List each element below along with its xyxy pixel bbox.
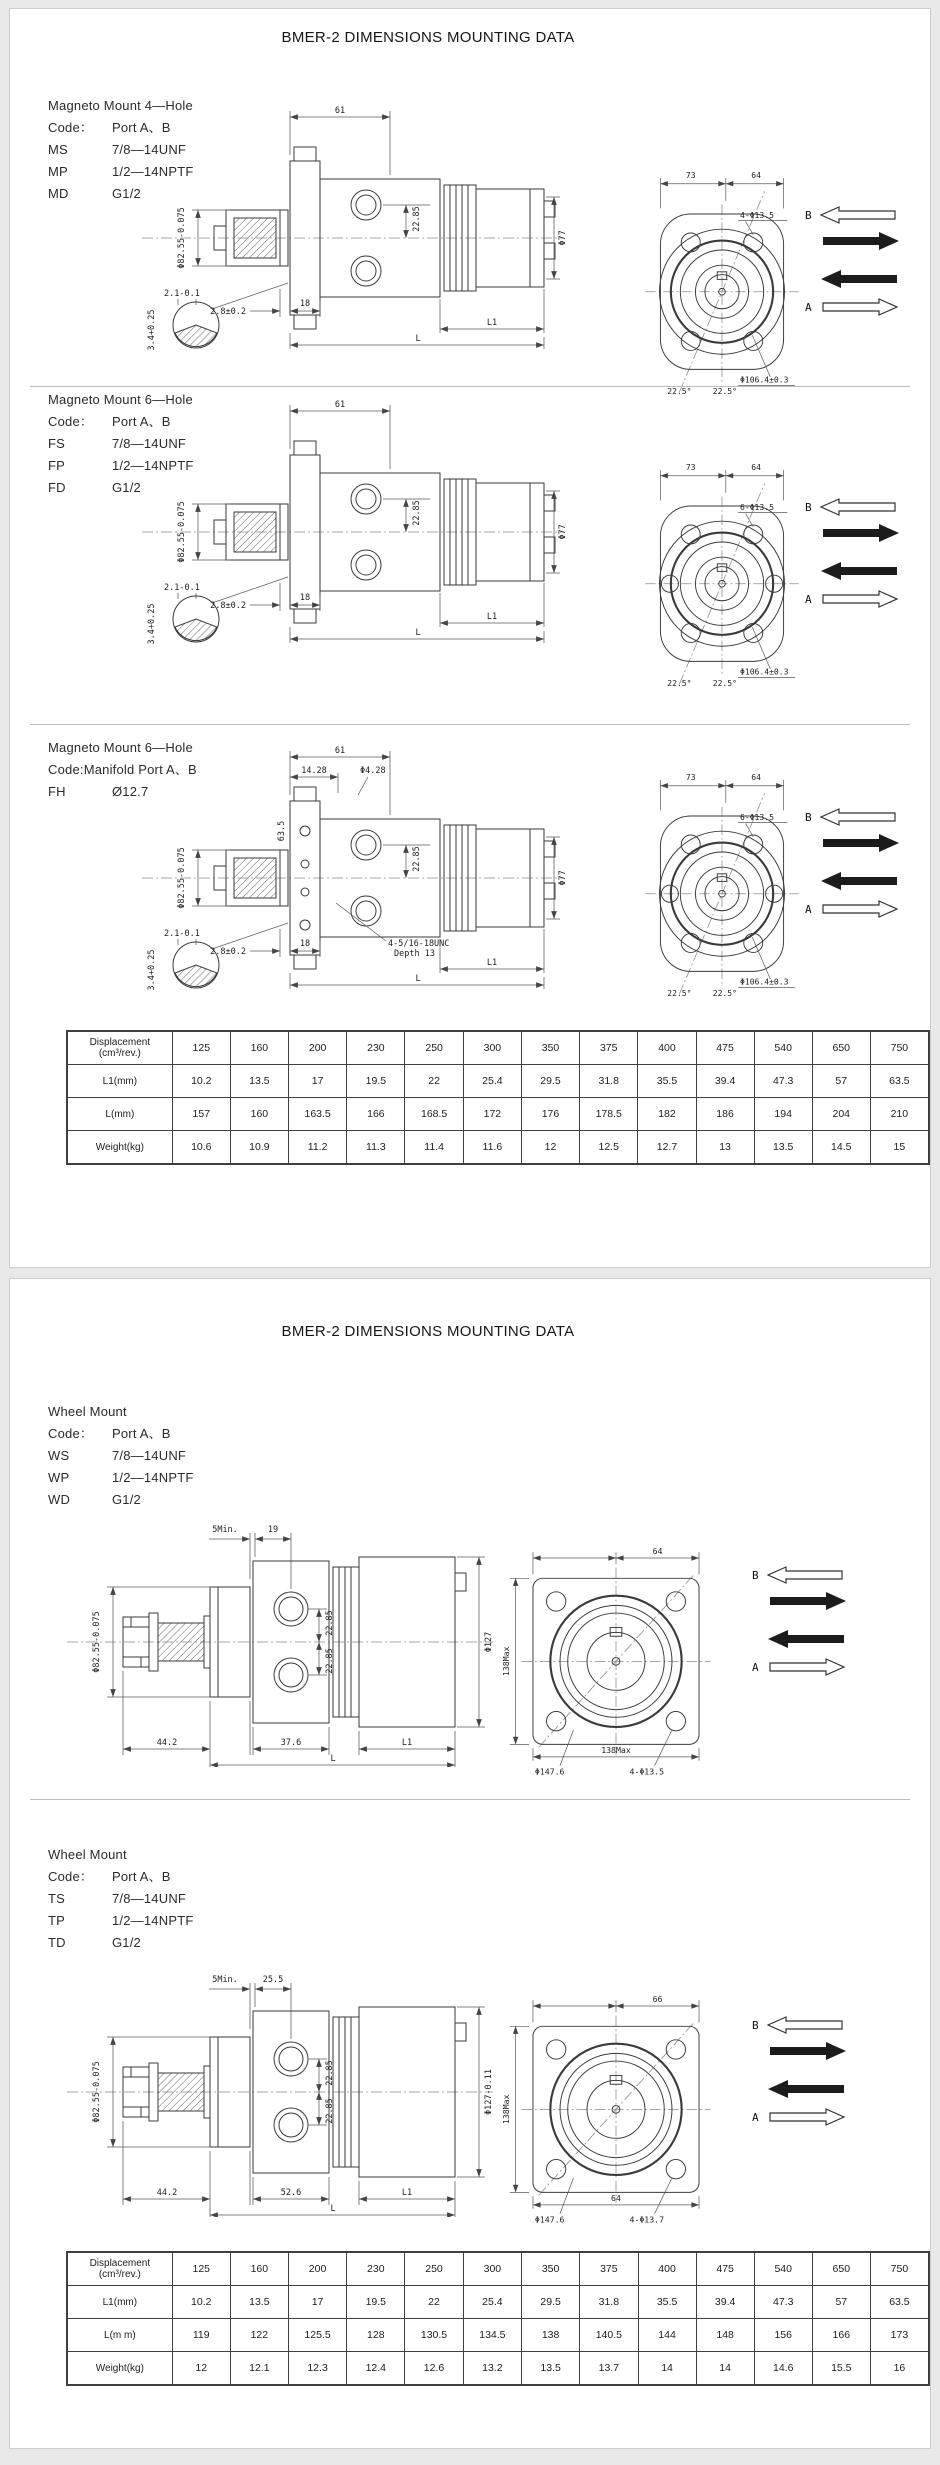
code-value: MP [48, 164, 68, 179]
dim-label: L1 [401, 1738, 413, 1748]
dim-label: 19 [267, 1525, 279, 1535]
dim-label: 64 [751, 773, 761, 783]
code-label: Code： [48, 120, 94, 135]
code-row [48, 1866, 193, 1888]
code-row [48, 1445, 193, 1467]
value-cell: 13.5 [522, 2352, 580, 2386]
value-cell: 475 [696, 1031, 754, 1065]
port-b-label: B [805, 501, 812, 514]
row-label-cell: Displacement (cm³/rev.) [67, 1031, 172, 1065]
dim-label: 61 [334, 746, 346, 756]
dim-label: 3.4+0.25 [147, 603, 157, 645]
mount-heading: Wheel Mount [48, 1847, 127, 1862]
catalog-page-1 [9, 8, 931, 1268]
value-cell: 375 [580, 1031, 638, 1065]
value-cell: 125 [172, 1031, 230, 1065]
dimensions-table-magneto [66, 1030, 930, 1165]
dim-label: Φ106.4±0.3 [740, 375, 789, 385]
port-spec: 7/8—14UNF [112, 436, 187, 451]
table-row [67, 1131, 929, 1165]
dim-label: 22.85 [325, 1648, 335, 1674]
value-cell: 12.6 [405, 2352, 463, 2386]
value-cell: 400 [638, 2252, 696, 2286]
code-value: WS [48, 1448, 70, 1463]
arrows-glyph [821, 207, 899, 315]
value-cell: 125.5 [288, 2319, 346, 2352]
value-cell: 168.5 [405, 1098, 463, 1131]
value-cell: 144 [638, 2319, 696, 2352]
code-value: FD [48, 480, 66, 495]
dim-label: 22.5° [712, 387, 737, 396]
port-header: Port A、B [112, 1869, 171, 1884]
code-value: FP [48, 458, 66, 473]
dim-label: L [415, 334, 421, 344]
value-cell: 13 [696, 1131, 754, 1165]
port-flow-arrows [752, 1565, 852, 1695]
value-cell: 540 [754, 2252, 812, 2286]
value-cell: 140.5 [580, 2319, 638, 2352]
dim-label: 2.1-0.1 [164, 583, 200, 593]
value-cell: 25.4 [463, 1065, 521, 1098]
dim-label: 63.5 [277, 820, 287, 842]
dim-label: 22.5° [712, 679, 737, 688]
value-cell: 17 [288, 2286, 346, 2319]
dim-label: 22.85 [325, 1610, 335, 1636]
section-wheel-w-codes [48, 1401, 193, 1511]
value-cell: 12.4 [347, 2352, 405, 2386]
value-cell: 22 [405, 2286, 463, 2319]
port-a-label: A [805, 301, 812, 314]
dim-label: 66 [652, 1994, 663, 2005]
dim-label: 4-Φ13.7 [629, 2214, 665, 2225]
value-cell: 25.4 [463, 2286, 521, 2319]
value-cell: 160 [230, 1098, 288, 1131]
value-cell: 31.8 [580, 2286, 638, 2319]
code-row [48, 1423, 193, 1445]
dim-label: Depth 13 [394, 949, 435, 959]
value-cell: 130.5 [405, 2319, 463, 2352]
magneto-end-view [632, 451, 812, 688]
dim-label: 64 [751, 463, 761, 473]
dim-label: 44.2 [156, 1738, 178, 1748]
code-value: TS [48, 1891, 66, 1906]
dim-label: Φ82.55-0.075 [92, 1611, 102, 1673]
value-cell: 250 [405, 2252, 463, 2286]
code-value: MS [48, 142, 68, 157]
value-cell: 540 [754, 1031, 812, 1065]
value-cell: 300 [463, 1031, 521, 1065]
section-divider [30, 1799, 910, 1800]
value-cell: 148 [696, 2319, 754, 2352]
value-cell: 12.7 [638, 1131, 696, 1165]
port-spec: G1/2 [112, 480, 141, 495]
code-label: Code： [48, 414, 94, 429]
value-cell: 400 [638, 1031, 696, 1065]
value-cell: 10.2 [172, 1065, 230, 1098]
value-cell: 63.5 [870, 2286, 929, 2319]
code-row [48, 1888, 193, 1910]
value-cell: 204 [812, 1098, 870, 1131]
value-cell: 119 [172, 2319, 230, 2352]
value-cell: 230 [347, 2252, 405, 2286]
dim-label: 4-Φ13.5 [740, 210, 774, 220]
value-cell: 29.5 [522, 2286, 580, 2319]
value-cell: 35.5 [638, 2286, 696, 2319]
value-cell: 125 [172, 2252, 230, 2286]
wheel-end-view [500, 1979, 732, 2230]
catalog-page-2 [9, 1278, 931, 2449]
port-flow-arrows [805, 497, 905, 627]
arrows-glyph [821, 809, 899, 917]
magneto-side-view [138, 387, 568, 657]
table-row [67, 2352, 929, 2386]
value-cell: 375 [580, 2252, 638, 2286]
dim-label: 25.5 [262, 1975, 284, 1985]
dim-label: Φ77 [558, 870, 568, 886]
code-label: Code:Manifold Port A、B [48, 762, 197, 777]
port-header: Port A、B [112, 120, 171, 135]
value-cell: 12.1 [230, 2352, 288, 2386]
code-row [48, 1467, 193, 1489]
value-cell: 10.9 [230, 1131, 288, 1165]
port-a-label: A [752, 1661, 759, 1674]
dim-label: 5Min. [212, 1975, 238, 1985]
dim-label: 2.1-0.1 [164, 289, 200, 299]
table-row [67, 1031, 929, 1065]
value-cell: 200 [288, 2252, 346, 2286]
mount-heading: Magneto Mount 6—Hole [48, 392, 193, 407]
arrows-glyph [768, 1567, 846, 1675]
port-a-label: A [752, 2111, 759, 2124]
page-title: BMER-2 DIMENSIONS MOUNTING DATA [281, 29, 575, 46]
value-cell: 35.5 [638, 1065, 696, 1098]
wheel-end-view [500, 1531, 732, 1782]
value-cell: 29.5 [521, 1065, 579, 1098]
value-cell: 17 [288, 1065, 346, 1098]
code-value: WD [48, 1492, 71, 1507]
magneto-side-view [138, 93, 568, 363]
port-header: Port A、B [112, 414, 171, 429]
dim-label: 64 [751, 171, 761, 181]
value-cell: 194 [754, 1098, 812, 1131]
port-spec: 7/8—14UNF [112, 1448, 187, 1463]
port-spec: G1/2 [112, 186, 141, 201]
value-cell: 230 [347, 1031, 405, 1065]
section-divider [30, 724, 910, 725]
dim-label: Φ106.4±0.3 [740, 667, 789, 677]
port-spec: 1/2—14NPTF [112, 1913, 194, 1928]
dim-label: 61 [334, 400, 346, 410]
code-row [48, 1910, 193, 1932]
value-cell: 350 [521, 1031, 579, 1065]
value-cell: 14.5 [812, 1131, 870, 1165]
value-cell: 182 [638, 1098, 696, 1131]
value-cell: 200 [288, 1031, 346, 1065]
dim-label: 22.85 [412, 500, 422, 526]
dim-label: L [415, 974, 421, 984]
mount-heading: Wheel Mount [48, 1404, 127, 1419]
value-cell: 134.5 [463, 2319, 521, 2352]
table-row [67, 1098, 929, 1131]
value-cell: 15.5 [812, 2352, 870, 2386]
value-cell: 13.5 [230, 2286, 288, 2319]
dim-label: 73 [685, 463, 696, 473]
value-cell: 12.5 [580, 1131, 638, 1165]
dim-label: 73 [685, 171, 696, 181]
dim-label: L1 [486, 958, 498, 968]
value-cell: 14 [696, 2352, 754, 2386]
arrows-glyph [821, 499, 899, 607]
value-cell: 31.8 [580, 1065, 638, 1098]
code-row [48, 1932, 193, 1954]
dim-label: 4-5/16-18UNC [388, 939, 450, 949]
dim-label: 138Max [500, 1646, 511, 1677]
dim-label: Φ82.55-0.075 [92, 2061, 102, 2123]
value-cell: 186 [696, 1098, 754, 1131]
mount-heading: Magneto Mount 4—Hole [48, 98, 193, 113]
dim-label: 22.85 [412, 846, 422, 872]
value-cell: 63.5 [870, 1065, 929, 1098]
row-label-cell: Displacement (cm³/rev.) [67, 2252, 172, 2286]
dim-label: 138Max [500, 2094, 511, 2125]
arrows-glyph [768, 2017, 846, 2125]
dim-label: Φ127-0.11 [484, 2068, 494, 2116]
value-cell: 300 [463, 2252, 521, 2286]
dim-label: 22.5° [667, 989, 692, 998]
dim-label: 6-Φ13.5 [740, 812, 774, 822]
value-cell: 39.4 [696, 2286, 754, 2319]
port-a-label: A [805, 903, 812, 916]
value-cell: 210 [870, 1098, 929, 1131]
dim-label: Φ77 [558, 524, 568, 540]
value-cell: 47.3 [754, 1065, 812, 1098]
value-cell: 13.5 [754, 1131, 812, 1165]
port-a-label: A [805, 593, 812, 606]
dim-label: 18 [299, 299, 311, 309]
section-wheel-t-codes [48, 1844, 193, 1954]
port-spec: 1/2—14NPTF [112, 1470, 194, 1485]
value-cell: 176 [521, 1098, 579, 1131]
dim-label: Φ4.28 [360, 766, 386, 776]
dim-label: 2.8±0.2 [210, 947, 246, 957]
port-b-label: B [752, 1569, 759, 1582]
table-row [67, 2252, 929, 2286]
dim-label: 44.2 [156, 2188, 178, 2198]
dim-label: L1 [486, 612, 498, 622]
row-label-cell: L1(mm) [67, 2286, 172, 2319]
port-spec: Ø12.7 [112, 784, 149, 799]
value-cell: 16 [870, 2352, 929, 2386]
value-cell: 163.5 [288, 1098, 346, 1131]
dim-label: Φ106.4±0.3 [740, 977, 789, 987]
value-cell: 57 [812, 1065, 870, 1098]
port-spec: 1/2—14NPTF [112, 458, 194, 473]
port-spec: G1/2 [112, 1492, 141, 1507]
code-value: WP [48, 1470, 70, 1485]
page-title: BMER-2 DIMENSIONS MOUNTING DATA [281, 1323, 575, 1340]
dim-label: 22.5° [667, 679, 692, 688]
dimensions-table-wheel [66, 2251, 930, 2386]
value-cell: 650 [812, 1031, 870, 1065]
dim-label: 64 [652, 1546, 663, 1557]
value-cell: 11.2 [288, 1131, 346, 1165]
dim-label: Φ147.6 [534, 1766, 565, 1777]
value-cell: 10.2 [172, 2286, 230, 2319]
dim-label: 2.1-0.1 [164, 929, 200, 939]
value-cell: 350 [522, 2252, 580, 2286]
dim-label: 64 [611, 2193, 621, 2204]
dim-label: 22.5° [667, 387, 692, 396]
value-cell: 22 [405, 1065, 463, 1098]
row-label-cell: Weight(kg) [67, 1131, 172, 1165]
wheel-side-view [65, 1517, 495, 1767]
value-cell: 12 [172, 2352, 230, 2386]
row-label-cell: L(mm) [67, 1098, 172, 1131]
dim-label: Φ147.6 [534, 2214, 565, 2225]
row-label-cell: L1(mm) [67, 1065, 172, 1098]
value-cell: 250 [405, 1031, 463, 1065]
value-cell: 157 [172, 1098, 230, 1131]
value-cell: 166 [347, 1098, 405, 1131]
value-cell: 11.4 [405, 1131, 463, 1165]
dim-label: Φ82.55-0.075 [177, 207, 187, 269]
value-cell: 160 [230, 2252, 288, 2286]
dim-label: 22.5° [712, 989, 737, 998]
port-spec: 7/8—14UNF [112, 142, 187, 157]
port-b-label: B [752, 2019, 759, 2032]
value-cell: 122 [230, 2319, 288, 2352]
port-spec: 7/8—14UNF [112, 1891, 187, 1906]
dim-label: L [330, 1754, 336, 1764]
value-cell: 15 [870, 1131, 929, 1165]
value-cell: 475 [696, 2252, 754, 2286]
port-b-label: B [805, 209, 812, 222]
dim-label: 4-Φ13.5 [629, 1766, 665, 1777]
code-value: MD [48, 186, 69, 201]
dim-label: 18 [299, 593, 311, 603]
table-row [67, 1065, 929, 1098]
port-spec: 1/2—14NPTF [112, 164, 194, 179]
code-row [48, 1489, 193, 1511]
code-label: Code： [48, 1869, 94, 1884]
value-cell: 178.5 [580, 1098, 638, 1131]
value-cell: 750 [870, 2252, 929, 2286]
value-cell: 11.3 [347, 1131, 405, 1165]
port-flow-arrows [805, 807, 905, 937]
value-cell: 14.6 [754, 2352, 812, 2386]
dim-label: 52.6 [280, 2188, 302, 2198]
value-cell: 13.7 [580, 2352, 638, 2386]
value-cell: 10.6 [172, 1131, 230, 1165]
value-cell: 57 [812, 2286, 870, 2319]
port-flow-arrows [805, 205, 905, 335]
table-row [67, 2319, 929, 2352]
dim-label: L [330, 2204, 336, 2214]
value-cell: 172 [463, 1098, 521, 1131]
code-label: Code： [48, 1426, 94, 1441]
dim-label: 22.85 [325, 2060, 335, 2086]
dim-label: 37.6 [280, 1738, 302, 1748]
dim-label: 6-Φ13.5 [740, 502, 774, 512]
value-cell: 19.5 [347, 2286, 405, 2319]
dim-label: 2.8±0.2 [210, 601, 246, 611]
dim-label: 3.4+0.25 [147, 949, 157, 991]
magneto-end-view [632, 159, 812, 396]
manifold-side-view [138, 733, 568, 1003]
dim-label: Φ77 [558, 230, 568, 246]
value-cell: 166 [812, 2319, 870, 2352]
port-spec: G1/2 [112, 1935, 141, 1950]
value-cell: 12 [521, 1131, 579, 1165]
dim-label: L [415, 628, 421, 638]
value-cell: 13.2 [463, 2352, 521, 2386]
value-cell: 156 [754, 2319, 812, 2352]
code-value: FH [48, 784, 66, 799]
dim-label: 61 [334, 106, 346, 116]
dim-label: 2.8±0.2 [210, 307, 246, 317]
value-cell: 12.3 [288, 2352, 346, 2386]
code-value: TD [48, 1935, 66, 1950]
port-header: Port A、B [112, 1426, 171, 1441]
dim-label: L1 [401, 2188, 413, 2198]
mount-heading: Magneto Mount 6—Hole [48, 740, 193, 755]
row-label-cell: Weight(kg) [67, 2352, 172, 2386]
value-cell: 750 [870, 1031, 929, 1065]
dim-label: Φ82.55-0.075 [177, 501, 187, 563]
dim-label: 22.85 [412, 206, 422, 232]
port-b-label: B [805, 811, 812, 824]
dim-label: 5Min. [212, 1525, 238, 1535]
table-row [67, 2286, 929, 2319]
port-flow-arrows [752, 2015, 852, 2145]
dim-label: Φ82.55-0.075 [177, 847, 187, 909]
dim-label: 73 [685, 773, 696, 783]
dim-label: 3.4+0.25 [147, 309, 157, 351]
dim-label: L1 [486, 318, 498, 328]
value-cell: 11.6 [463, 1131, 521, 1165]
value-cell: 128 [347, 2319, 405, 2352]
value-cell: 160 [230, 1031, 288, 1065]
value-cell: 47.3 [754, 2286, 812, 2319]
row-label-cell: L(m m) [67, 2319, 172, 2352]
value-cell: 13.5 [230, 1065, 288, 1098]
dim-label: 14.28 [301, 766, 327, 776]
value-cell: 39.4 [696, 1065, 754, 1098]
value-cell: 650 [812, 2252, 870, 2286]
value-cell: 138 [522, 2319, 580, 2352]
dim-label: 22.85 [325, 2098, 335, 2124]
value-cell: 19.5 [347, 1065, 405, 1098]
dim-label: 18 [299, 939, 311, 949]
value-cell: 173 [870, 2319, 929, 2352]
code-value: FS [48, 436, 66, 451]
dim-label: 138Max [601, 1745, 631, 1756]
magneto-end-view [632, 761, 812, 998]
wheel-side-view [65, 1967, 495, 2217]
code-value: TP [48, 1913, 66, 1928]
dim-label: Φ127 [484, 1631, 494, 1653]
value-cell: 14 [638, 2352, 696, 2386]
